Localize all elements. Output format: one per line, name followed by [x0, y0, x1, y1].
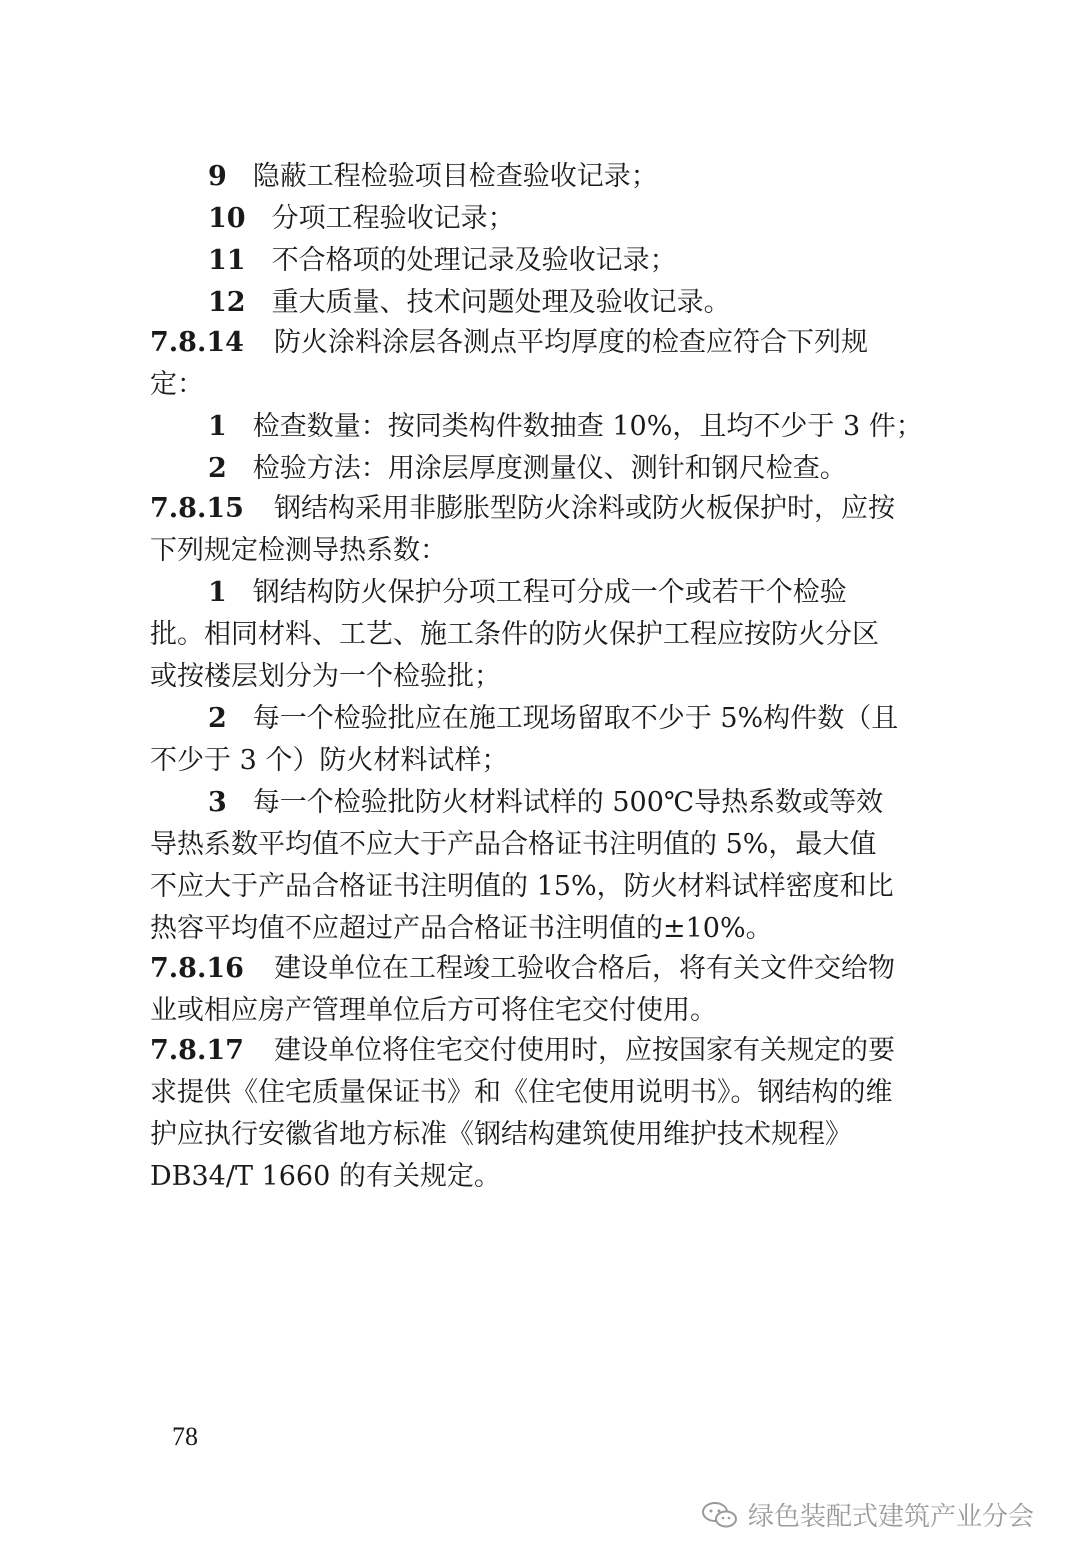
list-item: 10 分项工程验收记录； [208, 203, 515, 234]
clause-text: 或按楼层划分为一个检验批； [150, 661, 501, 692]
list-item: 2 每一个检验批应在施工现场留取不少于 5%构件数（且 [208, 703, 899, 734]
clause-text: 定： [150, 369, 204, 400]
clause-7-8-16: 7.8.16 建设单位在工程竣工验收合格后，将有关文件交给物 [150, 953, 895, 984]
clause-text: DB34/T 1660 的有关规定。 [150, 1161, 501, 1192]
list-item: 12 重大质量、技术问题处理及验收记录。 [208, 287, 731, 318]
clause-text: 下列规定检测导热系数： [150, 535, 447, 566]
clause-text: 不应大于产品合格证书注明值的 15%，防火材料试样密度和比 [150, 871, 894, 902]
clause-7-8-14: 7.8.14 防火涂料涂层各测点平均厚度的检查应符合下列规 [150, 327, 868, 358]
watermark [700, 1496, 1034, 1533]
list-item: 1 检查数量：按同类构件数抽查 10%，且均不少于 3 件； [208, 411, 923, 442]
list-item: 3 每一个检验批防火材料试样的 500℃导热系数或等效 [208, 787, 884, 818]
list-item: 11 不合格项的处理记录及验收记录； [208, 245, 677, 276]
clause-7-8-15: 7.8.15 钢结构采用非膨胀型防火涂料或防火板保护时，应按 [150, 493, 895, 524]
page-number: 78 [172, 1422, 198, 1451]
list-item: 1 钢结构防火保护分项工程可分成一个或若干个检验 [208, 577, 847, 608]
list-item: 2 检验方法：用涂层厚度测量仪、测针和钢尺检查。 [208, 453, 847, 484]
clause-text: 不少于 3 个）防火材料试样； [150, 745, 509, 776]
list-item: 9 隐蔽工程检验项目检查验收记录； [208, 161, 658, 192]
watermark-text: 绿色装配式建筑产业分会 [748, 1502, 1035, 1532]
clause-text: 求提供《住宅质量保证书》和《住宅使用说明书》。钢结构的维 [150, 1077, 893, 1108]
clause-text: 护应执行安徽省地方标准《钢结构建筑使用维护技术规程》 [150, 1119, 852, 1150]
clause-text: 导热系数平均值不应大于产品合格证书注明值的 5%，最大值 [150, 829, 877, 860]
clause-text: 业或相应房产管理单位后方可将住宅交付使用。 [150, 995, 717, 1026]
clause-text: 批。相同材料、工艺、施工条件的防火保护工程应按防火分区 [150, 619, 879, 650]
wechat-icon [700, 1500, 740, 1530]
clause-7-8-17: 7.8.17 建设单位将住宅交付使用时，应按国家有关规定的要 [150, 1035, 895, 1066]
clause-text: 热容平均值不应超过产品合格证书注明值的±10%。 [150, 913, 773, 944]
